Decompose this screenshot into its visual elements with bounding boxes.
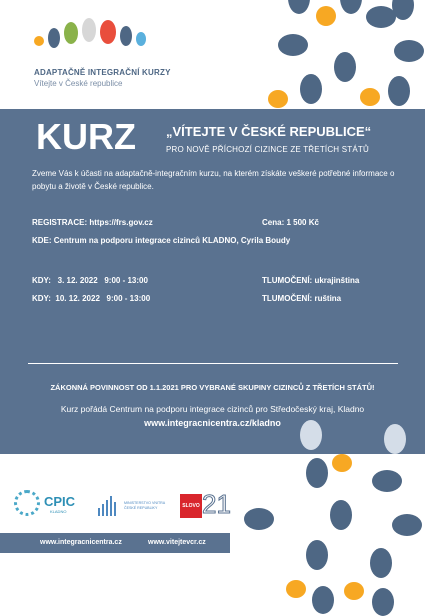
interpreting-language: ukrajinština (314, 276, 360, 285)
petal (334, 52, 356, 82)
petal (360, 88, 380, 106)
petal (330, 500, 352, 530)
petal (300, 74, 322, 104)
logo-dot (48, 28, 60, 48)
organizer-text: Kurz pořádá Centrum na podporu integrace cizinců pro Středočeský kraj, Kladno (60, 404, 365, 414)
date-1: KDY: 3. 12. 2022 9:00 - 13:00 (32, 276, 148, 285)
link-integracnicentra[interactable]: www.integracnicentra.cz (40, 539, 122, 546)
petal (278, 34, 308, 56)
petal (344, 582, 364, 600)
link-vitejtevcr[interactable]: www.vitejtevcr.cz (148, 539, 206, 546)
legal-notice: ZÁKONNÁ POVINNOST OD 1.1.2021 PRO VYBRANÉ SKUPINY CIZINCŮ Z TŘETÍCH STÁTŮ! (50, 383, 375, 392)
petal (300, 420, 322, 450)
ministry-logo-text: MINISTERSTVO VNITRA ČESKÉ REPUBLIKY (124, 501, 165, 510)
logo-dot (120, 26, 132, 46)
petal (384, 424, 406, 454)
logo-dot (82, 18, 96, 42)
petal (312, 586, 334, 614)
organizer-url[interactable]: www.integracnicentra.cz/kladno (144, 418, 281, 428)
cpic-logo-icon (14, 490, 40, 516)
logo-dot (136, 32, 146, 46)
location-info: KDE: Centrum na podporu integrace cizinců KLADNO, Cyrila Boudy (32, 236, 291, 245)
petal (388, 76, 410, 106)
petal (268, 90, 288, 108)
logo-subtitle: Vítejte v České republice (34, 79, 123, 88)
logo-dot (64, 22, 78, 44)
petal (332, 454, 352, 472)
petal (392, 514, 422, 536)
registration-info[interactable]: REGISTRACE: https://frs.gov.cz (32, 218, 153, 227)
ministry-logo-icon (98, 496, 120, 516)
petal (288, 0, 310, 14)
logo-dot (34, 36, 44, 46)
petal (286, 580, 306, 598)
interpreting-label: TLUMOČENÍ: (262, 276, 313, 285)
course-title: „VÍTEJTE V ČESKÉ REPUBLICE“ (166, 124, 372, 139)
slovo21-logo-number: 21 (202, 489, 231, 519)
cpic-logo-text: CPIC (44, 494, 76, 509)
cpic-logo-sub: KLADNO (50, 509, 67, 514)
interpreting-language: ruština (314, 294, 342, 303)
logo-graphic (34, 16, 184, 60)
intro-text: Zveme Vás k účasti na adaptačně-integračním kurzu, na kterém získáte veškeré potřebné informace o pobytu a životě v České republice. (32, 169, 395, 191)
kurz-heading: KURZ (36, 116, 136, 157)
petal (394, 40, 424, 62)
price-info: Cena: 1 500 Kč (262, 218, 319, 227)
logo-title: ADAPTAČNĚ INTEGRAČNÍ KURZY (34, 68, 171, 77)
logo-dot (100, 20, 116, 44)
petal (306, 540, 328, 570)
interpreting-2 (262, 294, 341, 303)
course-subtitle: PRO NOVĚ PŘÍCHOZÍ CIZINCE ZE TŘETÍCH STÁTŮ (166, 145, 369, 154)
petal (370, 548, 392, 578)
petal (340, 0, 362, 14)
interpreting-label: TLUMOČENÍ: (262, 294, 313, 303)
date-2: KDY: 10. 12. 2022 9:00 - 13:00 (32, 294, 151, 303)
divider (28, 363, 398, 364)
petal (306, 458, 328, 488)
petal (372, 470, 402, 492)
petal (372, 588, 394, 616)
slovo21-logo-badge: SLOVO (180, 494, 202, 518)
interpreting-1 (262, 276, 359, 285)
petal (244, 508, 274, 530)
petal (316, 6, 336, 26)
